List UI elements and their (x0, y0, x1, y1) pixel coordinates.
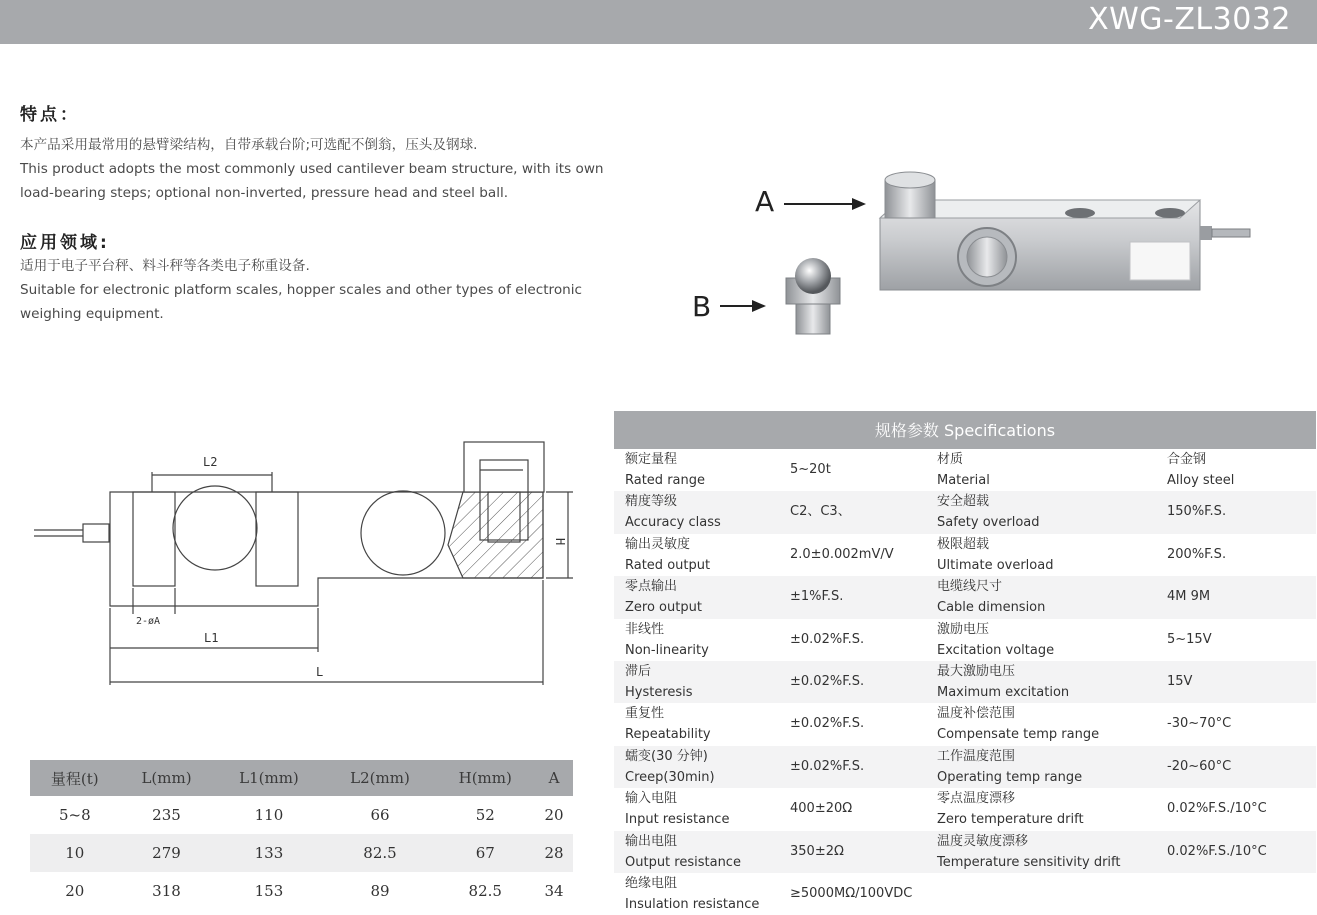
spec-name (937, 449, 990, 491)
table-row (614, 534, 1316, 576)
spec-value: 2.0±0.002mV/V (790, 546, 894, 562)
dim-cell: 82.5 (468, 882, 502, 900)
spec-name-en: Hysteresis (625, 684, 693, 700)
spec-name (625, 661, 693, 703)
spec-name-en: Repeatability (625, 727, 711, 743)
spec-name-cn: 安全超载 (937, 494, 990, 510)
dim-cell: 52 (475, 806, 495, 824)
spec-name-en: Non-linearity (625, 642, 709, 658)
spec-name (937, 746, 1082, 788)
dim-col-header: H(mm) (436, 760, 535, 796)
dim-cell: 67 (436, 834, 535, 872)
spec-name-en: Cable dimension (937, 600, 1046, 616)
applications-text (20, 254, 605, 326)
table-row (614, 449, 1316, 491)
dim-l2-label: L2 (203, 455, 218, 469)
load-cell-a-image (880, 172, 1250, 290)
spec-name (625, 873, 759, 915)
spec-name (937, 619, 1054, 661)
spec-name-en: Zero temperature drift (937, 812, 1084, 828)
dim-cell: 318 (152, 882, 181, 900)
spec-name (625, 491, 721, 533)
spec-name-cn: 输入电阻 (625, 791, 678, 807)
spec-name-cn: 极限超载 (937, 536, 990, 552)
spec-value: 400±20Ω (790, 801, 853, 817)
dim-cell: 133 (213, 834, 324, 872)
applications-cn: 适用于电子平台秤、料斗秤等各类电子称重设备. (20, 258, 310, 274)
dim-cell: 110 (254, 806, 284, 824)
spec-name (625, 449, 705, 491)
dim-cell: 66 (370, 806, 390, 824)
spec-value: 0.02%F.S./10°C (1167, 843, 1267, 859)
spec-name-cn: 滞后 (625, 663, 652, 679)
dim-l-label: L (316, 665, 324, 679)
spec-name (937, 788, 1084, 830)
dim-cell: 10 (30, 834, 120, 872)
spec-value: ±1%F.S. (790, 589, 844, 605)
features-text (20, 133, 605, 205)
dim-cell: 235 (152, 806, 181, 824)
spec-name (625, 576, 702, 618)
spec-value: ±0.02%F.S. (790, 631, 865, 647)
spec-name-cn: 温度灵敏度漂移 (937, 833, 1029, 849)
dim-col-header: L(mm) (120, 760, 214, 796)
spec-value: C2、C3、 (790, 504, 851, 520)
spec-name-en: Accuracy class (625, 515, 721, 531)
spec-name-cn: 电缆线尺寸 (937, 579, 1003, 595)
spec-value: 5~20t (790, 462, 831, 477)
spec-name-cn: 零点温度漂移 (937, 791, 1016, 807)
label-a: A (755, 185, 775, 218)
spec-value: ≥5000MΩ/100VDC (790, 885, 913, 901)
spec-name-cn: 额定量程 (625, 452, 678, 467)
spec-name (937, 534, 1053, 576)
spec-name-en: Input resistance (625, 812, 730, 828)
spec-value: ±0.02%F.S. (790, 716, 865, 732)
spec-name-en: Maximum excitation (937, 684, 1070, 700)
dim-cell: 20 (65, 882, 85, 900)
dim-l1-label: L1 (204, 631, 219, 645)
spec-name-cn: 输出电阻 (625, 833, 678, 849)
table-row (614, 746, 1316, 788)
spec-value: 5~15V (1167, 631, 1212, 647)
spec-name-cn: 零点输出 (625, 579, 678, 595)
dim-cell: 82.5 (324, 834, 435, 872)
spec-name-cn: 材质 (937, 452, 964, 467)
spec-name-en: Excitation voltage (937, 642, 1055, 658)
dim-cell: 153 (254, 882, 284, 900)
spec-name-en: Material (937, 473, 990, 488)
table-row (614, 788, 1316, 830)
spec-name-en: Rated output (625, 557, 711, 573)
pressure-head-b-image (786, 258, 840, 334)
spec-name (625, 534, 710, 576)
spec-name (937, 703, 1099, 745)
spec-name-cn: 绝缘电阻 (625, 875, 678, 891)
spec-name-en: Rated range (625, 473, 705, 488)
technical-drawing (28, 430, 588, 695)
dim-col-header: L2(mm) (324, 760, 435, 796)
spec-name (625, 619, 709, 661)
spec-name-cn: 重复性 (625, 706, 665, 722)
spec-name-en: Temperature sensitivity drift (937, 854, 1121, 870)
header-bar (0, 0, 1317, 44)
spec-name (625, 788, 729, 830)
dim-hole-label: 2-øA (136, 616, 161, 627)
dimension-header-row (30, 760, 573, 796)
spec-value: 200%F.S. (1167, 546, 1227, 562)
spec-name-cn: 输出灵敏度 (625, 536, 691, 552)
specifications-title: 规格参数 Specifications (614, 411, 1316, 449)
dim-col-header: 量程(t) (30, 760, 120, 796)
spec-name-en: Output resistance (625, 854, 741, 870)
table-row (614, 619, 1316, 661)
dim-h-label: H (553, 538, 567, 546)
spec-value: 0.02%F.S./10°C (1167, 801, 1267, 817)
spec-name-en: Creep(30min) (625, 769, 715, 785)
table-row (614, 831, 1316, 873)
spec-name-en: Operating temp range (937, 769, 1083, 785)
spec-value-en: Alloy steel (1167, 473, 1235, 488)
applications-en-line2: weighing equipment. (20, 306, 164, 322)
features-cn: 本产品采用最常用的悬臂梁结构，自带承载台阶;可选配不倒翁，压头及钢球. (20, 137, 478, 153)
dim-cell: 20 (544, 806, 564, 824)
applications-title: 应用领域: (20, 233, 110, 253)
label-b: B (692, 290, 712, 323)
spec-value (1167, 449, 1234, 491)
applications-en-line1: Suitable for electronic platform scales, hopper scales and other types of electronic (20, 282, 583, 298)
spec-name (937, 831, 1120, 873)
features-title: 特点： (20, 105, 80, 125)
dim-cell: 279 (120, 834, 214, 872)
spec-value: 4M 9M (1167, 589, 1211, 605)
specifications-table (614, 411, 1316, 915)
dim-cell: 5~8 (58, 806, 91, 824)
dim-cell: 89 (370, 882, 390, 900)
table-row (614, 873, 1316, 915)
table-row (30, 872, 573, 910)
spec-name (937, 576, 1045, 618)
table-row (614, 491, 1316, 533)
model-number: XWG-ZL3032 (1088, 2, 1291, 37)
spec-name (625, 831, 741, 873)
arrow-a-icon (784, 198, 866, 210)
spec-name-en: Ultimate overload (937, 557, 1054, 573)
dim-cell: 28 (535, 834, 573, 872)
table-row (30, 834, 573, 872)
spec-name (937, 661, 1069, 703)
table-row (614, 703, 1316, 745)
spec-value: ±0.02%F.S. (790, 673, 865, 689)
spec-name (937, 491, 1040, 533)
spec-value: 15V (1167, 673, 1193, 689)
spec-name-cn: 工作温度范围 (937, 748, 1016, 764)
table-row (30, 796, 573, 834)
spec-name-cn: 温度补偿范围 (937, 706, 1016, 722)
dimension-table (30, 760, 573, 910)
spec-name (625, 746, 715, 788)
spec-name-en: Zero output (625, 600, 702, 616)
spec-value: ±0.02%F.S. (790, 758, 865, 774)
spec-name-cn: 非线性 (625, 621, 665, 637)
spec-value: -20~60°C (1167, 758, 1232, 774)
spec-name-en: Compensate temp range (937, 727, 1100, 743)
arrow-b-icon (720, 300, 766, 312)
dim-col-header: A (535, 760, 573, 796)
spec-value-cn: 合金钢 (1167, 452, 1207, 467)
table-row (614, 576, 1316, 618)
spec-value: -30~70°C (1167, 716, 1232, 732)
spec-name-cn: 精度等级 (625, 494, 678, 510)
table-row (614, 661, 1316, 703)
features-en-line1: This product adopts the most commonly used cantilever beam structure, with its own (20, 161, 604, 177)
features-en-line2: load-bearing steps; optional non-inverted, pressure head and steel ball. (20, 185, 509, 201)
product-photo (700, 160, 1260, 350)
spec-name-en: Insulation resistance (625, 896, 760, 912)
dim-cell: 34 (544, 882, 564, 900)
dim-col-header: L1(mm) (213, 760, 324, 796)
spec-value: 350±2Ω (790, 843, 844, 859)
spec-name-cn: 蠕变(30 分钟) (625, 748, 708, 764)
spec-name-cn: 最大激励电压 (937, 663, 1016, 679)
spec-name-cn: 激励电压 (937, 621, 990, 637)
spec-value: 150%F.S. (1167, 504, 1227, 520)
spec-name (625, 703, 711, 745)
spec-name-en: Safety overload (937, 515, 1040, 531)
